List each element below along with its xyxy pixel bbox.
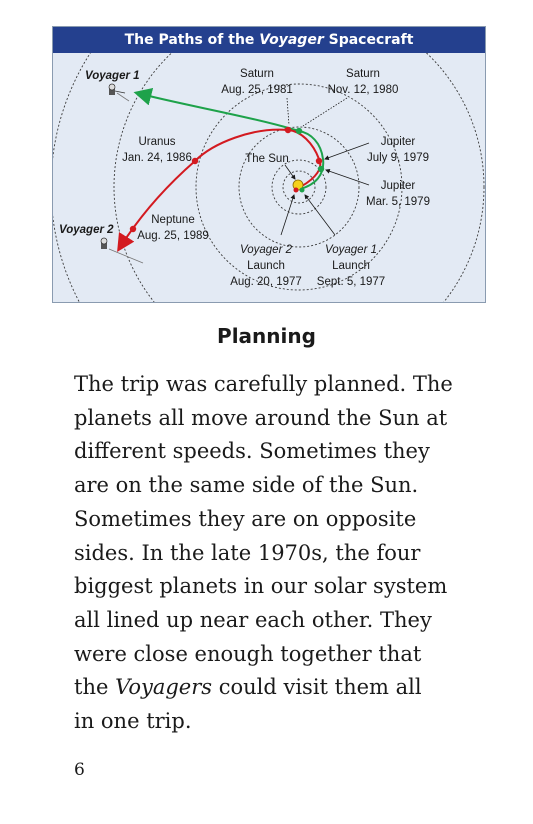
launch-v1-dot: [300, 188, 305, 193]
orbit-diagram: [53, 27, 486, 303]
voyager2-label: Voyager 2: [59, 224, 114, 236]
launch-v2-name: Voyager 2: [240, 244, 292, 256]
body-line: different speeds. Sometimes they: [74, 439, 430, 464]
voyagers-word: Voyagers: [115, 675, 213, 700]
figure-title-prefix: The Paths of the: [124, 32, 260, 48]
sun-label: The Sun: [245, 153, 289, 165]
launch-v1-name: Voyager 1: [325, 244, 377, 256]
saturn-v1-dot: [296, 128, 302, 134]
launch-v2-dot: [294, 188, 299, 193]
jupiter-v2-name: Jupiter: [380, 136, 416, 148]
uranus-dot: [192, 158, 198, 164]
figure-title: [53, 27, 485, 53]
launch-v1-date: Sept. 5, 1977: [316, 276, 386, 288]
jupiter-v1-date: Mar. 5, 1979: [366, 196, 430, 208]
voyager-paths-diagram: [52, 26, 486, 303]
body-paragraph: [74, 368, 494, 739]
jupiter-v1-dot: [318, 166, 324, 172]
voyager1-spacecraft-icon: [109, 84, 129, 101]
saturn-v2-dot: [285, 127, 291, 133]
body-line: The trip was carefully planned. The: [74, 372, 453, 396]
saturn-v1-date: Nov. 12, 1980: [327, 84, 399, 96]
body-line: planets all move around the Sun at: [74, 405, 448, 430]
body-line: sides. In the late 1970s, the four: [74, 540, 421, 565]
body-line: all lined up near each other. They: [74, 607, 432, 632]
body-line-before: the: [74, 675, 116, 700]
body-line: were close enough together that: [74, 641, 422, 666]
launch-v1-word: Launch: [332, 260, 370, 272]
neptune-name: Neptune: [151, 214, 195, 226]
uranus-date: Jan. 24, 1986: [122, 152, 192, 164]
figure-title-suffix: Spacecraft: [323, 32, 414, 48]
jupiter-v2-dot: [316, 158, 322, 164]
jupiter-v1-name: Jupiter: [380, 180, 416, 192]
body-line-italic-word: [74, 671, 494, 705]
uranus-name: Uranus: [138, 136, 176, 148]
figure-title-italic: Voyager: [259, 32, 324, 48]
saturn-v2-date: Aug. 25, 1981: [221, 84, 293, 96]
body-line: in one trip.: [74, 709, 192, 734]
body-line: Sometimes they are on opposite: [74, 506, 417, 531]
launch-v2-date: Aug. 20, 1977: [230, 276, 302, 288]
neptune-dot: [130, 226, 136, 232]
voyager1-label: Voyager 1: [85, 70, 140, 82]
neptune-date: Aug. 25, 1989: [137, 230, 209, 242]
jupiter-v2-date: July 9, 1979: [366, 152, 430, 164]
body-line: are on the same side of the Sun.: [74, 473, 419, 498]
page-number: 6: [74, 760, 85, 780]
saturn-v2-name: Saturn: [240, 68, 274, 80]
section-heading: Planning: [217, 324, 316, 348]
body-line-after: could visit them all: [212, 675, 422, 700]
body-line: biggest planets in our solar system: [74, 574, 448, 599]
launch-v2-word: Launch: [247, 260, 285, 272]
saturn-v1-name: Saturn: [346, 68, 380, 80]
